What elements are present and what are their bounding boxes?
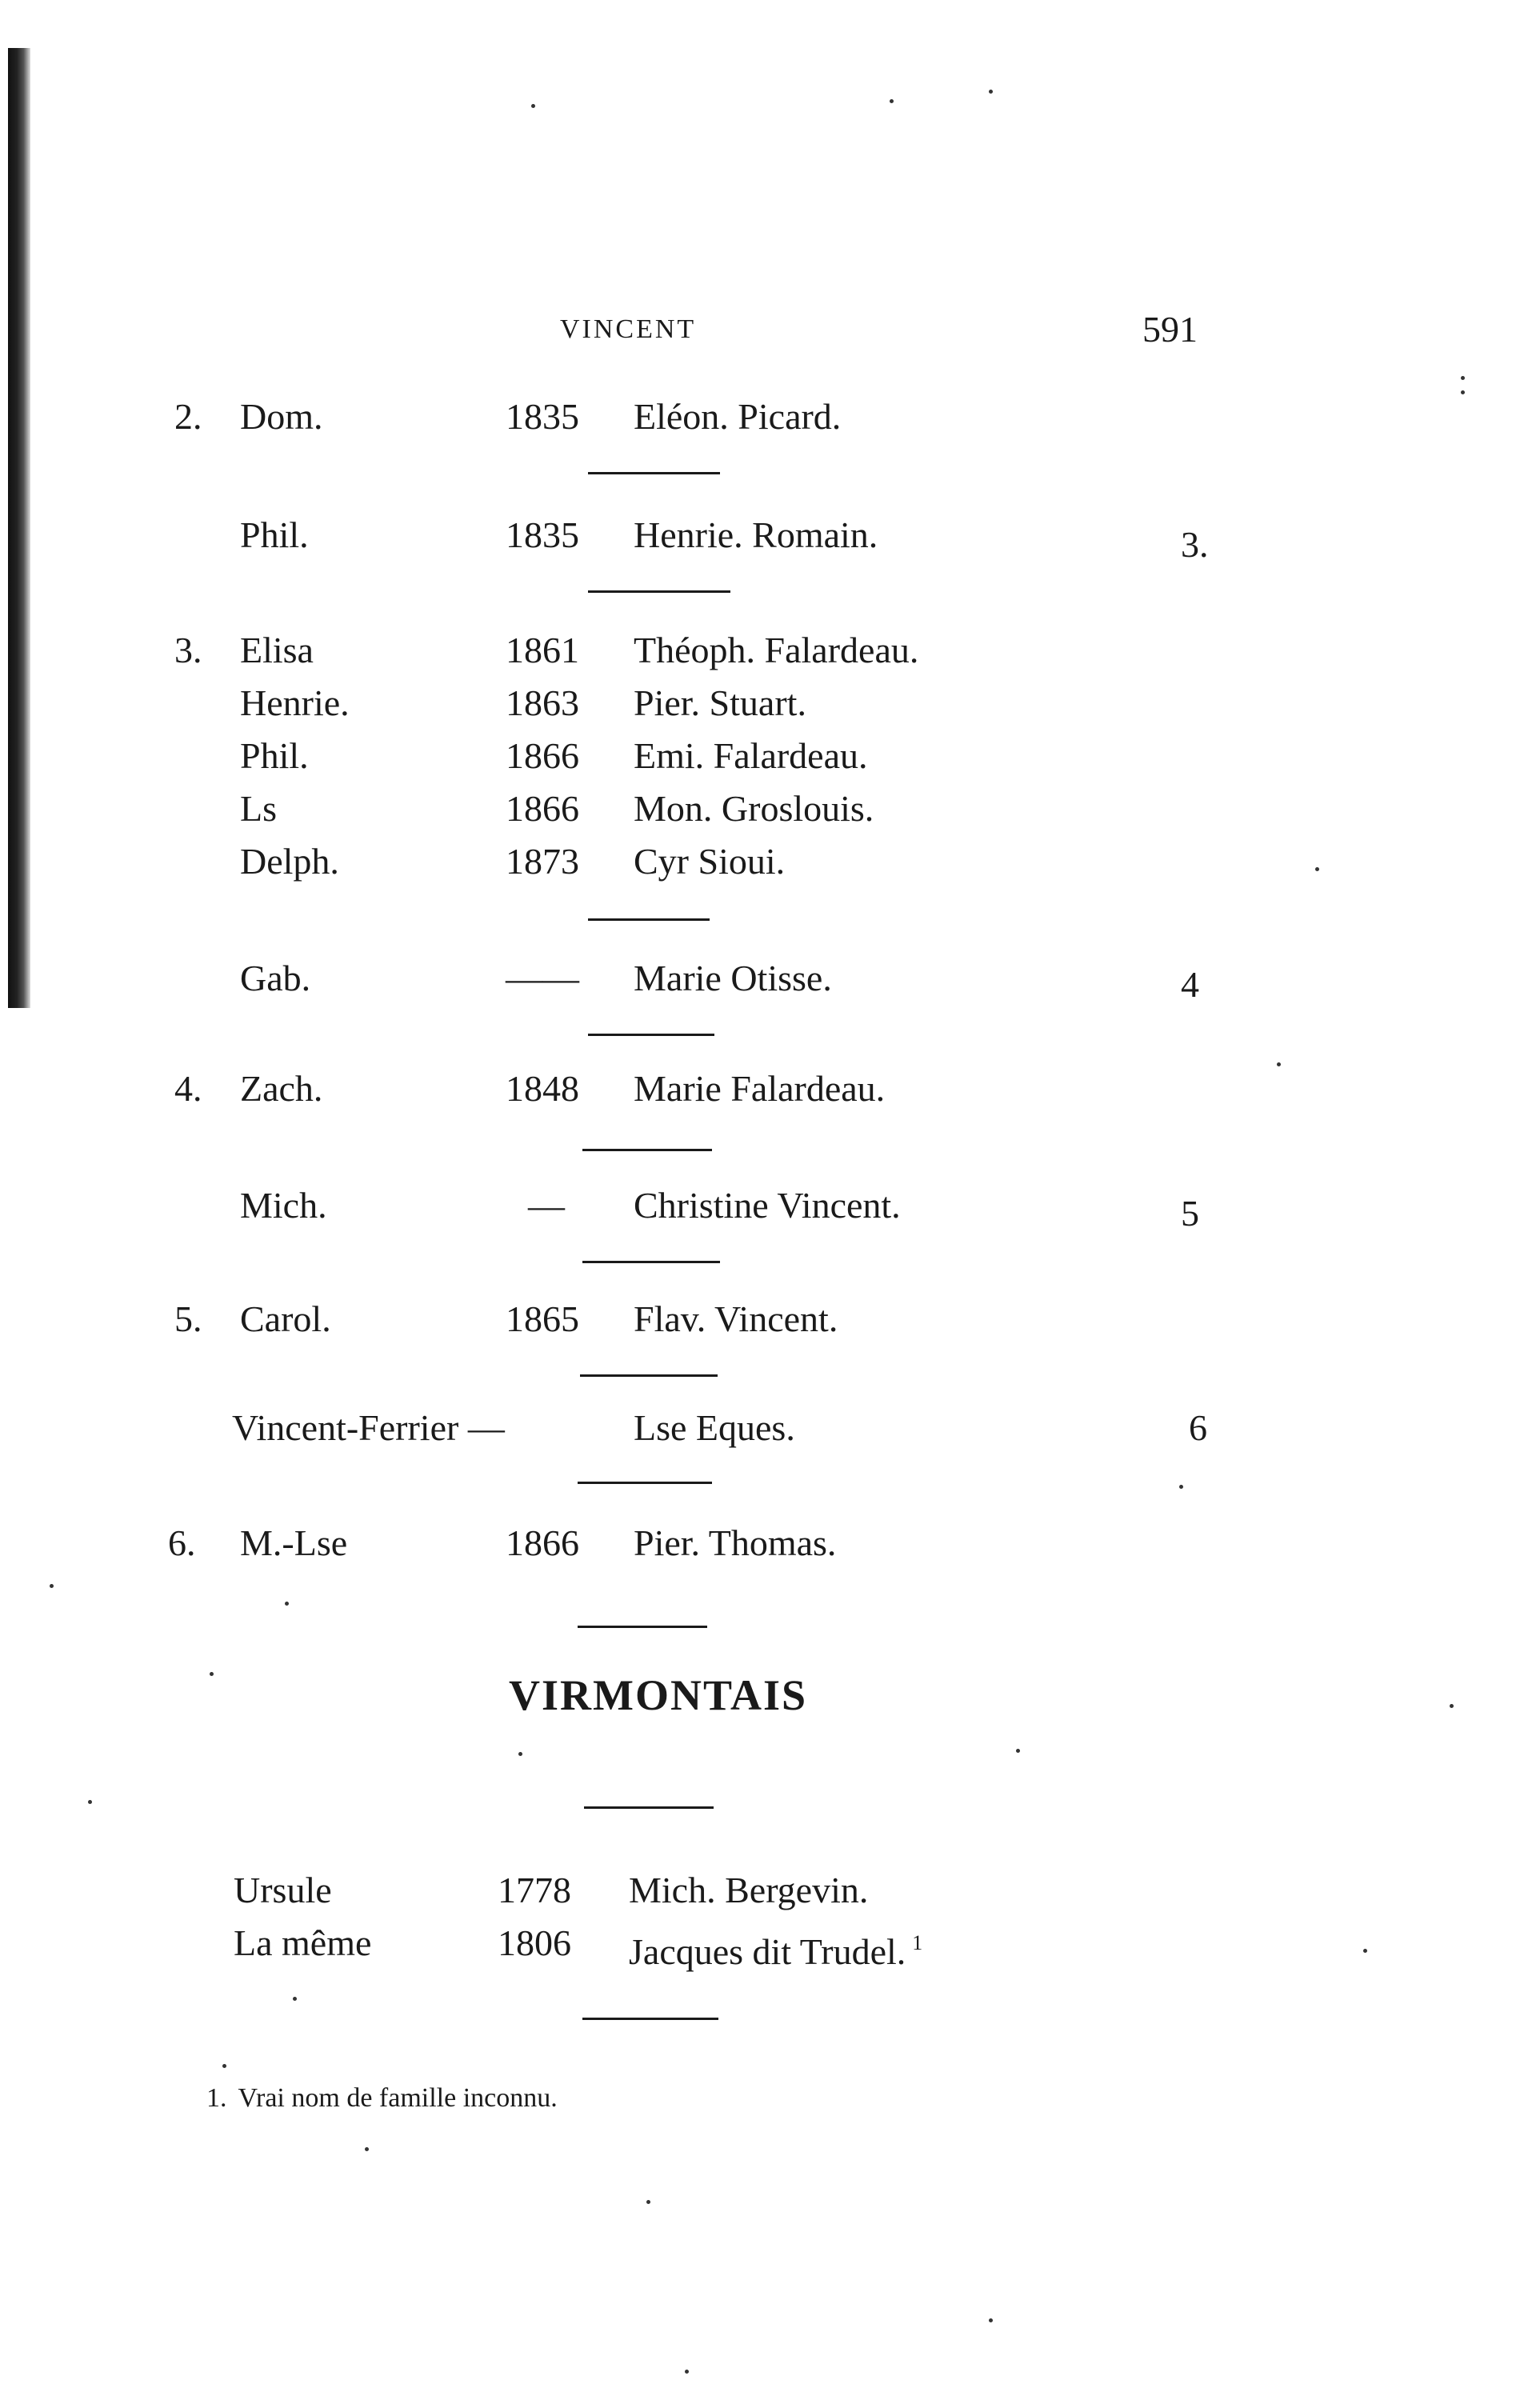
entry-spouse: Mon. Groslouis. [634, 788, 874, 829]
running-title: VINCENT [560, 314, 697, 344]
separator-rule [582, 2018, 718, 2020]
entry-name: Carol. [240, 1298, 331, 1339]
entry-row [0, 1179, 1540, 1232]
entry-row [0, 1062, 1540, 1115]
entry-spouse: Mich. Bergevin. [629, 1870, 869, 1910]
scan-speck [1461, 390, 1465, 394]
entry-year: 1873 [506, 841, 579, 882]
entry-row [0, 1402, 1540, 1454]
scan-speck [1179, 1485, 1183, 1489]
spouse-text: Jacques dit Trudel. [629, 1931, 906, 1972]
entry-number: 6. [168, 1522, 196, 1563]
entry-name: Mich. [240, 1185, 327, 1226]
entry-spouse: Cyr Sioui. [634, 841, 786, 882]
scan-speck [222, 2064, 226, 2068]
entry-spouse: Lse Eques. [634, 1407, 795, 1448]
entry-spouse: Henrie. Romain. [634, 514, 878, 555]
scan-speck [531, 104, 535, 108]
entry-year: 1863 [506, 682, 579, 723]
entry-year: — [528, 1185, 565, 1226]
entry-spouse: Flav. Vincent. [634, 1298, 838, 1339]
entry-year: 1866 [506, 788, 579, 829]
entry-year: 1848 [506, 1068, 579, 1109]
entry-row [0, 390, 1540, 443]
entry-number: 3. [174, 630, 202, 670]
entry-name: Phil. [240, 735, 309, 776]
entry-name: Dom. [240, 396, 323, 437]
scan-speck [1016, 1749, 1020, 1753]
scan-speck [293, 1997, 297, 2001]
entry-spouse: Marie Falardeau. [634, 1068, 886, 1109]
entry-name: Ursule [234, 1870, 332, 1910]
separator-rule [582, 1149, 712, 1151]
entry-name: Delph. [240, 841, 339, 882]
entry-reference: 6 [1189, 1407, 1207, 1448]
entry-spouse: Emi. Falardeau. [634, 735, 868, 776]
entry-spouse: Pier. Stuart. [634, 682, 806, 723]
scan-speck [1315, 867, 1319, 871]
scan-speck [1363, 1949, 1367, 1953]
entry-group [0, 509, 1540, 565]
scan-speck [210, 1672, 214, 1676]
entry-name: Phil. [240, 514, 309, 555]
entry-name: Ls [240, 788, 277, 829]
scan-speck [646, 2200, 650, 2204]
entry-year: 1866 [506, 735, 579, 776]
separator-rule [588, 918, 710, 921]
footnote-reference: 1 [912, 1931, 923, 1954]
entry-year: 1835 [506, 514, 579, 555]
entry-name: La même [234, 1922, 372, 1963]
entry-group [0, 1517, 1540, 1570]
separator-rule [580, 1374, 718, 1377]
scan-speck [989, 2318, 993, 2322]
footnote-text: Vrai nom de famille inconnu. [238, 2083, 558, 2113]
entry-name: Zach. [240, 1068, 323, 1109]
scan-speck [50, 1584, 54, 1588]
entry-reference: 3. [1181, 524, 1209, 565]
scan-speck [365, 2147, 369, 2151]
entry-year: 1778 [498, 1870, 571, 1910]
entry-spouse: Théoph. Falardeau. [634, 630, 919, 670]
scan-speck [989, 90, 993, 94]
entry-spouse: Marie Otisse. [634, 958, 832, 998]
entry-year: 1835 [506, 396, 579, 437]
separator-rule [588, 1034, 714, 1036]
section-entries [0, 1864, 1540, 1970]
entry-number: 5. [174, 1298, 202, 1339]
entry-group [0, 1062, 1540, 1115]
entry-reference: 4 [1181, 964, 1199, 1005]
entry-row [0, 952, 1540, 1005]
entry-row [0, 1517, 1540, 1570]
entry-row [0, 677, 1540, 730]
entry-spouse: Pier. Thomas. [634, 1522, 837, 1563]
separator-rule [588, 472, 720, 474]
entry-group [0, 390, 1540, 443]
entry-number: 4. [174, 1068, 202, 1109]
running-head [0, 308, 1540, 356]
page-number: 591 [1142, 309, 1198, 350]
entry-name: Henrie. [240, 682, 350, 723]
entry-name: Gab. [240, 958, 311, 998]
entry-group [0, 952, 1540, 1005]
entry-year: 1806 [498, 1922, 571, 1963]
scan-speck [285, 1602, 289, 1606]
scan-speck [518, 1752, 522, 1756]
entry-spouse [629, 1917, 922, 1978]
separator-rule [588, 590, 730, 593]
entry-spouse: Eléon. Picard. [634, 396, 842, 437]
entry-group [0, 1179, 1540, 1232]
scan-speck [1277, 1062, 1281, 1066]
entry-row [0, 1917, 1540, 1970]
entry-number: 2. [174, 396, 202, 437]
entry-name: Elisa [240, 630, 314, 670]
scan-speck [685, 2370, 689, 2374]
entry-spouse: Christine Vincent. [634, 1185, 901, 1226]
separator-rule [578, 1626, 707, 1628]
entry-name: M.-Lse [240, 1522, 348, 1563]
footnote-mark: 1. [206, 2083, 227, 2113]
separator-rule [578, 1482, 712, 1484]
entry-year: 1865 [506, 1298, 579, 1339]
entry-row [0, 1864, 1540, 1917]
entry-row [0, 509, 1540, 565]
entry-name: Vincent-Ferrier — [232, 1407, 505, 1448]
scan-speck [890, 99, 894, 103]
entry-year: 1861 [506, 630, 579, 670]
section-heading: VIRMONTAIS [508, 1671, 808, 1719]
entry-row [0, 730, 1540, 782]
entry-row [0, 835, 1540, 888]
separator-rule [582, 1261, 720, 1263]
entry-group [0, 1293, 1540, 1346]
entry-group [0, 1402, 1540, 1454]
entry-row [0, 624, 1540, 677]
entry-row [0, 782, 1540, 835]
entry-reference: 5 [1181, 1193, 1199, 1234]
entry-group [0, 624, 1540, 888]
scan-speck [1450, 1704, 1454, 1708]
entry-year: —— [506, 958, 579, 998]
footnote [206, 2083, 558, 2114]
entry-row [0, 1293, 1540, 1346]
scan-speck [1461, 376, 1465, 380]
scan-speck [88, 1800, 92, 1804]
entry-year: 1866 [506, 1522, 579, 1563]
separator-rule [584, 1806, 714, 1809]
